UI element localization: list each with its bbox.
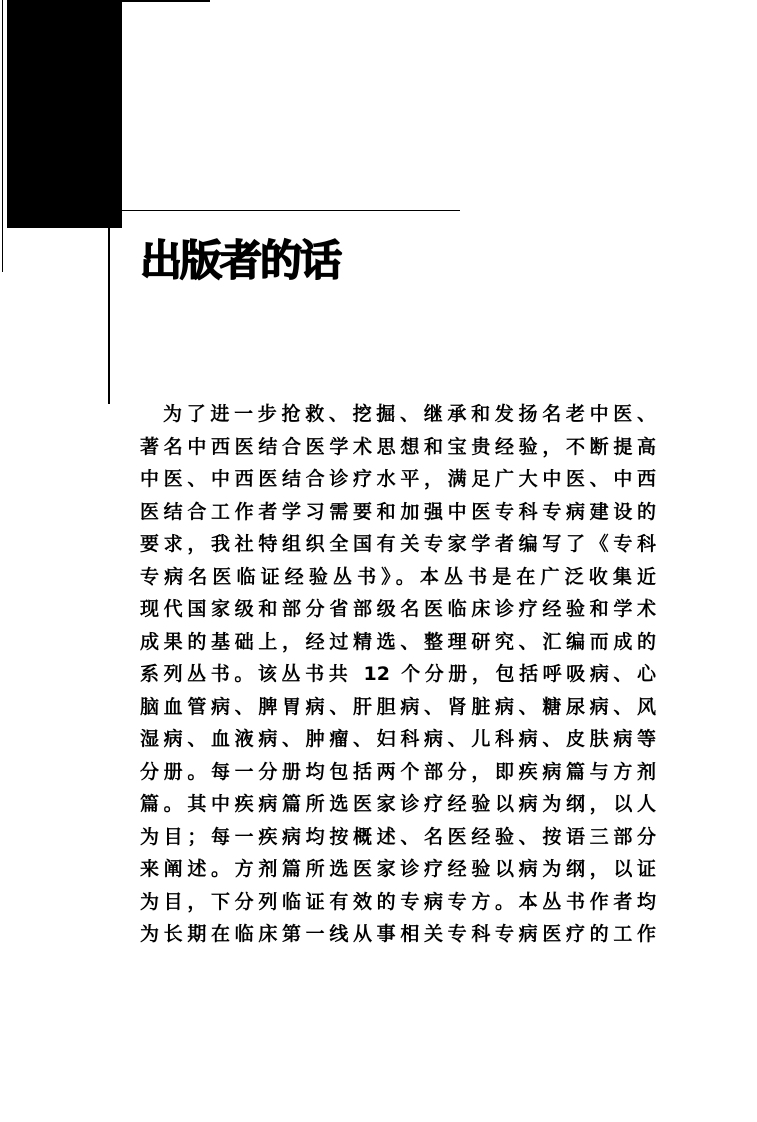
text-line: 脑血管病、脾胃病、肝胆病、肾脏病、糖尿病、风 — [140, 695, 656, 718]
title-rule — [122, 210, 460, 211]
text-line: 来阐述。方剂篇所选医家诊疗经验以病为纲，以证 — [140, 858, 656, 880]
text-line: 现代国家级和部分省部级名医临床诊疗经验和学术 — [140, 598, 656, 620]
body-paragraph — [140, 398, 656, 951]
top-rule — [122, 0, 210, 2]
text-line: 篇。其中疾病篇所选医家诊疗经验以病为纲，以人 — [140, 793, 656, 815]
text-line: 专病名医临证经验丛书》。本丛书是在广泛收集近 — [140, 565, 656, 588]
text-line: 系列丛书。该丛书共 12 个分册，包括呼吸病、心 — [140, 663, 656, 685]
text-line: 中医、中西医结合诊疗水平，满足广大中医、中西 — [140, 468, 656, 490]
text-line: 分册。每一分册均包括两个部分，即疾病篇与方剂 — [140, 760, 656, 783]
page-title: 出版者的话 — [140, 236, 341, 285]
decorative-black-block — [7, 0, 122, 228]
text-line: 为了进一步抢救、挖掘、继承和发扬名老中医、 — [163, 403, 656, 425]
page-edge-line — [2, 0, 3, 272]
text-line: 要求，我社特组织全国有关专家学者编写了《专科 — [140, 533, 656, 555]
vertical-rule — [108, 228, 110, 404]
text-line: 为目；每一疾病均按概述、名医经验、按语三部分 — [140, 825, 656, 848]
text-line: 医结合工作者学习需要和加强中医专科专病建设的 — [140, 500, 656, 523]
text-line: 为目，下分列临证有效的专病专方。本丛书作者均 — [140, 890, 656, 913]
text-line: 湿病、血液病、肿瘤、妇科病、儿科病、皮肤病等 — [140, 728, 656, 750]
text-line: 成果的基础上，经过精选、整理研究、汇编而成的 — [140, 630, 656, 653]
text-line: 为长期在临床第一线从事相关专科专病医疗的工作 — [140, 923, 656, 945]
text-line: 著名中西医结合医学术思想和宝贵经验，不断提高 — [140, 435, 656, 458]
